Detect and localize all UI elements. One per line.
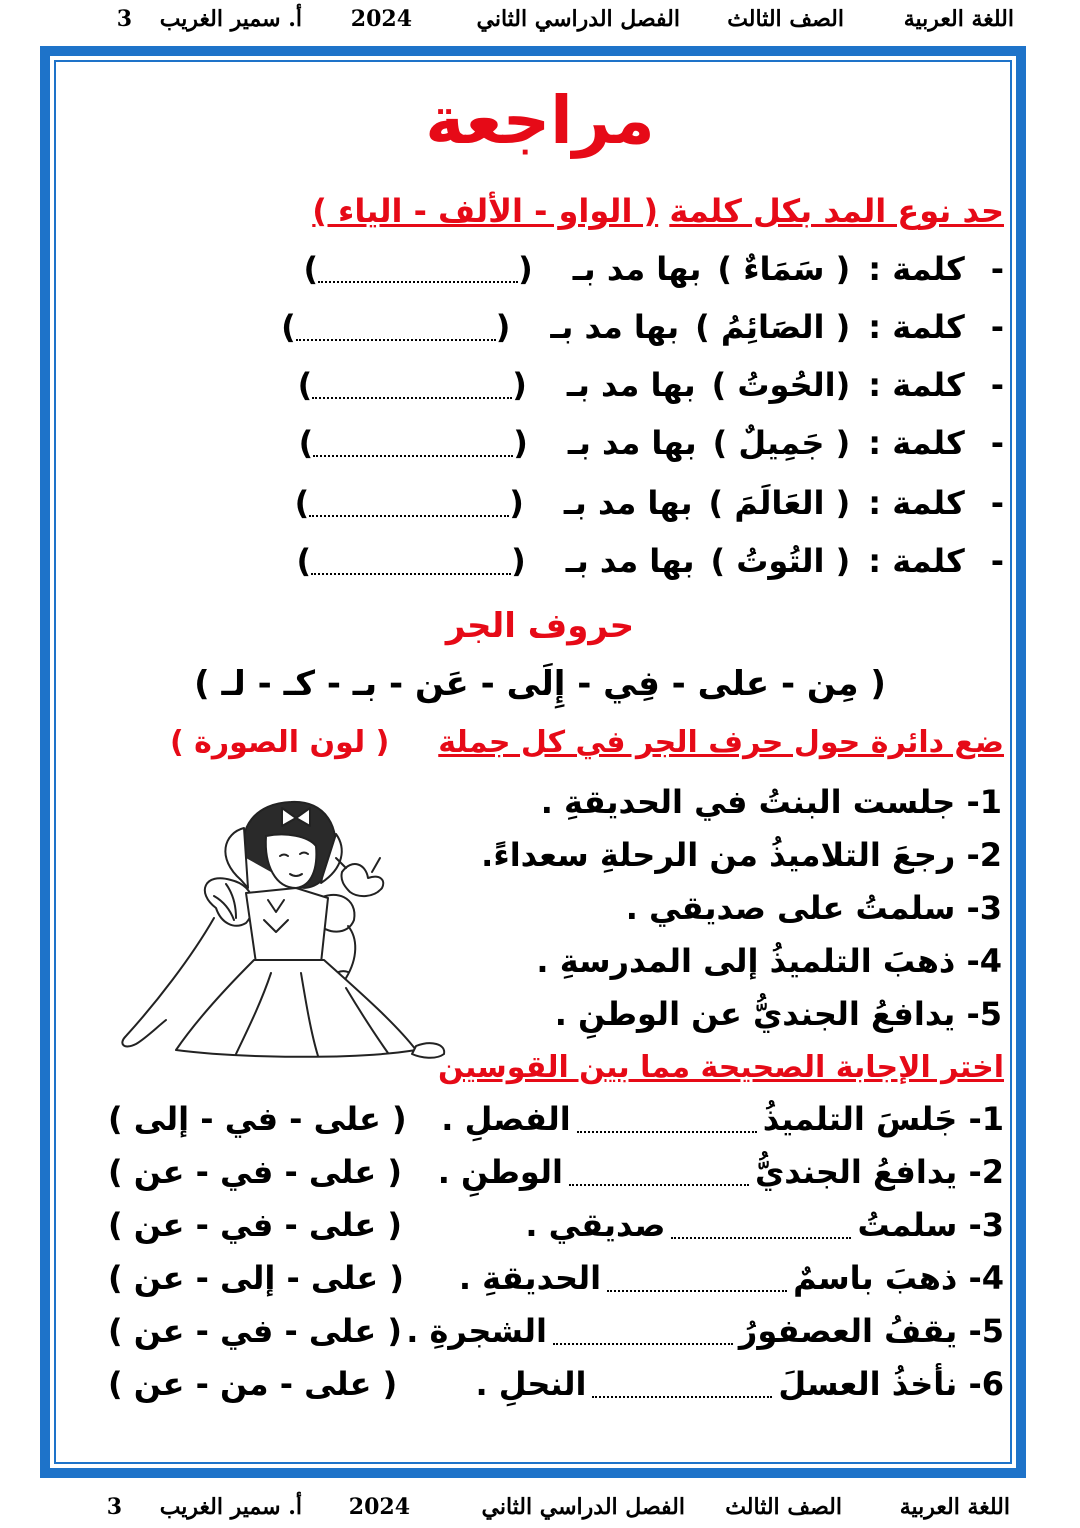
fill-blank[interactable] — [592, 1374, 772, 1398]
header-year: 2024 — [350, 6, 412, 32]
sentence-5: 5- يدافعُ الجنديُّ عن الوطنِ . — [554, 995, 1002, 1033]
row-suffix: بها مد بـ — [565, 542, 695, 580]
item-number: 4- — [968, 1259, 1004, 1297]
madd-row — [74, 542, 1004, 580]
item-number: 5- — [968, 1312, 1004, 1350]
header-term: الفصل الدراسي الثاني — [476, 6, 680, 32]
snow-white-illustration — [96, 788, 466, 1066]
item-choices: ( على - في - إلى ) — [108, 1100, 407, 1138]
section3-instruction: اختر الإجابة الصحيحة مما بين القوسين — [438, 1050, 1004, 1085]
answer-blank[interactable]: () — [303, 250, 533, 288]
item-choices: ( على - في - عن ) — [108, 1206, 402, 1244]
item-choices: ( على - في - عن ) — [108, 1153, 402, 1191]
row-word: (الحُوتُ ) — [711, 366, 851, 404]
page-title: مراجعة — [425, 82, 655, 159]
item-end: الشجرةِ . — [406, 1312, 547, 1350]
preposition-list: ( مِن - على - فِي - إِلَى - عَن - بـ - كـ - لـ ) — [194, 664, 886, 704]
section1-options: ( الواو - الألف - الياء ) — [312, 192, 659, 230]
item-number: 6- — [968, 1365, 1004, 1403]
item-choices: ( على - في - عن ) — [108, 1312, 402, 1350]
item-start: يدافعُ الجنديُّ — [754, 1153, 958, 1191]
choice-row — [84, 1153, 1004, 1191]
row-label: كلمة : — [868, 308, 965, 346]
row-label: كلمة : — [868, 366, 965, 404]
item-end: صديقي . — [525, 1206, 666, 1244]
fill-blank[interactable] — [553, 1321, 733, 1345]
fill-blank[interactable] — [607, 1268, 787, 1292]
item-number: 2- — [968, 1153, 1004, 1191]
choice-row — [84, 1100, 1004, 1138]
header-page: 3 — [116, 6, 132, 32]
row-label: كلمة : — [868, 484, 965, 522]
row-label: كلمة : — [868, 424, 965, 462]
row-dash: - — [990, 250, 1004, 288]
footer-page: 3 — [106, 1494, 122, 1520]
choice-row — [84, 1365, 1004, 1403]
footer-year: 2024 — [348, 1494, 410, 1520]
row-suffix: بها مد بـ — [567, 424, 697, 462]
footer-term: الفصل الدراسي الثاني — [481, 1494, 685, 1520]
choice-row — [84, 1259, 1004, 1297]
row-dash: - — [990, 484, 1004, 522]
section2-heading: حروف الجر — [445, 606, 635, 646]
sentence-4: 4- ذهبَ التلميذُ إلى المدرسةِ . — [536, 942, 1002, 980]
answer-blank[interactable]: () — [298, 424, 528, 462]
item-end: الوطنِ . — [437, 1153, 563, 1191]
item-choices: ( على - من - عن ) — [108, 1365, 398, 1403]
row-dash: - — [990, 542, 1004, 580]
row-word: ( سَمَاءٌ ) — [717, 250, 851, 288]
item-start: سلمتُ — [857, 1206, 958, 1244]
choice-row — [84, 1206, 1004, 1244]
item-start: ذهبَ باسمٌ — [793, 1259, 958, 1297]
sentence-3: 3- سلمتُ على صديقي . — [625, 889, 1002, 927]
madd-row — [74, 250, 1004, 288]
footer-grade: الصف الثالث — [725, 1494, 842, 1520]
fill-blank[interactable] — [577, 1109, 757, 1133]
row-dash: - — [990, 424, 1004, 462]
row-word: ( جَمِيلٌ ) — [712, 424, 851, 462]
footer-subject: اللغة العربية — [899, 1494, 1010, 1520]
row-suffix: بها مد بـ — [566, 366, 696, 404]
color-note: ( لون الصورة ) — [170, 725, 390, 760]
item-start: نأخذُ العسلَ — [778, 1365, 958, 1403]
header-subject: اللغة العربية — [903, 6, 1014, 32]
section1-instruction: حد نوع المد بكل كلمة ( الواو - الألف - الياء ) — [312, 192, 1004, 230]
page-footer — [0, 1488, 1080, 1528]
row-suffix: بها مد بـ — [550, 308, 680, 346]
item-choices: ( على - إلى - عن ) — [108, 1259, 404, 1297]
header-teacher: أ. سمير الغريب — [159, 6, 302, 32]
page-header — [0, 0, 1080, 40]
row-word: ( العَالَمَ ) — [708, 484, 851, 522]
answer-blank[interactable]: () — [297, 366, 527, 404]
row-word: ( التُوتُ ) — [710, 542, 851, 580]
item-start: يقفُ العصفورُ — [738, 1312, 958, 1350]
row-word: ( الصَائِمُ ) — [695, 308, 851, 346]
sentence-1: 1- جلست البنتُ في الحديقةِ . — [540, 783, 1002, 821]
footer-teacher: أ. سمير الغريب — [159, 1494, 302, 1520]
madd-row — [74, 424, 1004, 462]
sentence-2: 2- رجعَ التلاميذُ من الرحلةِ سعداءً. — [481, 836, 1002, 874]
item-start: جَلسَ التلميذُ — [762, 1100, 958, 1138]
answer-blank[interactable]: () — [281, 308, 511, 346]
madd-row — [74, 366, 1004, 404]
madd-row — [74, 308, 1004, 346]
item-end: الحديقةِ . — [458, 1259, 602, 1297]
fill-blank[interactable] — [671, 1215, 851, 1239]
fill-blank[interactable] — [569, 1162, 749, 1186]
row-dash: - — [990, 308, 1004, 346]
header-grade: الصف الثالث — [727, 6, 844, 32]
section2-instruction: ضع دائرة حول حرف الجر في كل جملة — [438, 725, 1004, 760]
answer-blank[interactable]: () — [294, 484, 524, 522]
item-end: الفصلِ . — [441, 1100, 571, 1138]
row-label: كلمة : — [868, 542, 965, 580]
row-suffix: بها مد بـ — [572, 250, 702, 288]
item-number: 3- — [968, 1206, 1004, 1244]
row-label: كلمة : — [868, 250, 965, 288]
item-end: النحلِ . — [475, 1365, 587, 1403]
choice-row — [84, 1312, 1004, 1350]
answer-blank[interactable]: () — [296, 542, 526, 580]
madd-row — [74, 484, 1004, 522]
row-dash: - — [990, 366, 1004, 404]
item-number: 1- — [968, 1100, 1004, 1138]
row-suffix: بها مد بـ — [563, 484, 693, 522]
